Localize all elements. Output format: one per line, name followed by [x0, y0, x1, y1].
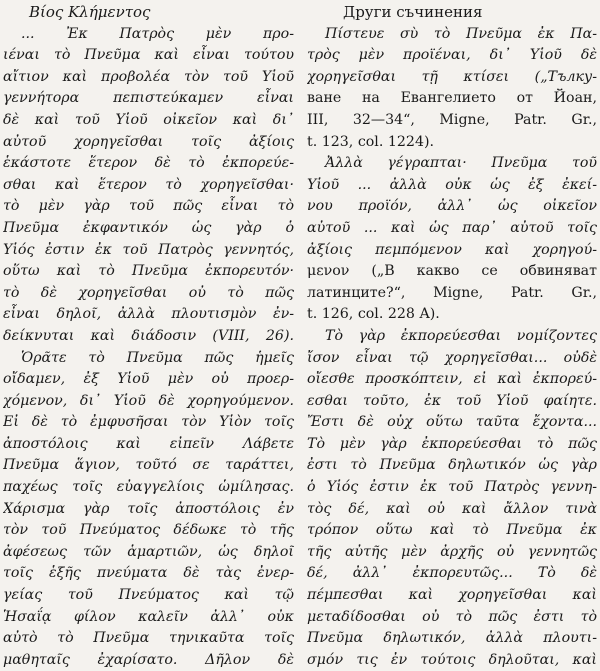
text-line: Υἱός ἐστιν ἐκ τοῦ Πατρὸς γεννητός,	[3, 241, 294, 258]
text-line: τὸς δέ, καὶ οὐ καὶ ἄλλον τινὰ	[307, 500, 597, 517]
text-line: Υἱοῦ ... ἀλλὰ οὐκ ὡς ἐξ ἐκεί-	[307, 176, 597, 193]
text-line: σθαι καὶ ἕτερον τὸ χορηγεῖσθαι·	[3, 176, 294, 193]
text-line: III, 32—34“, Migne, Patr. Gr.,	[307, 111, 597, 128]
text-line: δέ, ἀλλ᾿ ἐκπορευτῶς... Τὸ δὲ	[307, 565, 597, 582]
text-line: οἴεσθε προσκόπτειν, εἰ καὶ ἐκπορεύ-	[307, 371, 597, 388]
text-line: ἴσον εἶναι τῷ χορηγεῖσθαι... οὐδὲ	[307, 349, 597, 366]
text-line: τὸ μὲν γὰρ τοῦ πῶς εἶναι τὸ	[3, 198, 294, 215]
left-column-heading: Βίος Κλήμεντος	[29, 3, 151, 21]
text-line: τρόπον οὕτω καὶ τὸ Πνεῦμα ἐκ	[307, 522, 597, 539]
text-line: τὸ δὲ χορηγεῖσθαι οὐ τὸ πῶς	[3, 284, 294, 301]
text-line: σμόν τις ἐν τούτοις δηλοῦται, καὶ	[307, 651, 597, 668]
text-line: αἴτιον καὶ προβολέα τὸν τοῦ Υἱοῦ	[3, 68, 294, 85]
text-line: Χάρισμα γὰρ τοῖς ἀποστόλοις ἐν	[3, 500, 294, 517]
text-line: δείκνυται καὶ διάδοσιν (VIII, 26).	[3, 327, 294, 344]
column-divider	[300, 0, 301, 636]
left-column	[3, 2, 294, 671]
text-line: εἶναι δηλοῖ, ἀλλὰ πλουτισμὸν ἐν-	[3, 306, 294, 323]
text-line: οἴδαμεν, ἐξ Υἱοῦ μὲν οὐ προερ-	[3, 371, 294, 388]
text-line: πέμπεσθαι καὶ χορηγεῖσθαι καὶ	[307, 587, 597, 604]
text-line: γεννήτορα πεπιστεύκαμεν εἶναι	[3, 90, 294, 107]
text-line: τοῖς ἑξῆς πνεύματα δὲ τὰς ἐνερ-	[3, 565, 294, 582]
text-line: εσθαι τοῦτο, ἐκ τοῦ Υἱοῦ φαίητε.	[307, 392, 597, 409]
text-line: οὕτω καὶ τὸ Πνεῦμα ἐκπορευτόν·	[3, 263, 294, 280]
text-line: αὐτὸ τὸ Πνεῦμα τηνικαῦτα τοῖς	[3, 630, 294, 647]
text-line: μεταδίδοσθαι οὐ τὸ πῶς ἐστι τὸ	[307, 608, 597, 625]
text-line: Ἔστι δὲ οὐχ οὕτω ταῦτα ἔχοντα...	[307, 414, 597, 431]
text-line: Εἰ δὲ τὸ ἐμφυσῆσαι τὸν Υἱὸν τοῖς	[3, 414, 294, 431]
text-line: Πνεῦμα ἅγιον, τοῦτό σε ταράττει,	[3, 457, 294, 474]
text-line: παχέως τοῖς εὐαγγελίοις ὡμίλησας.	[3, 479, 294, 496]
text-line: μαθηταῖς ἐχαρίσατο. Δῆλον δὲ	[3, 651, 294, 668]
text-line: μενον („В какво се обвиняват	[307, 263, 597, 280]
text-line: ὁ Υἱός ἐστιν ἐκ τοῦ Πατρὸς γεννη-	[307, 479, 597, 496]
text-line: τὸν τοῦ Πνεύματος δέδωκε τὸ τῆς	[3, 522, 294, 539]
text-line: ване на Евангелието от Йоан,	[307, 90, 597, 107]
text-line: τρὸς μὲν προϊέναι, δι᾿ Υἱοῦ δὲ	[307, 47, 597, 64]
text-line: ιέναι τὸ Πνεῦμα καὶ εἶναι τούτου	[3, 47, 294, 64]
text-line: Ὁρᾶτε τὸ Πνεῦμα πῶς ἡμεῖς	[21, 349, 294, 366]
text-line: Τὸ γὰρ ἐκπορεύεσθαι νομίζοντες	[325, 327, 597, 344]
right-column	[307, 2, 597, 671]
text-line: ἀποστόλοις καὶ εἰπεῖν Λάβετε	[3, 435, 294, 452]
text-line: δὲ καὶ τοῦ Υἱοῦ οἰκεῖον καὶ δι᾿	[3, 111, 294, 128]
text-line: τῆς αὐτῆς μὲν ἀρχῆς οὐ γεννητῶς	[307, 543, 597, 560]
text-line: νου προϊόν, ἀλλ᾿ ὡς οἰκεῖον	[307, 198, 597, 215]
text-line: латинците?“, Migne, Patr. Gr.,	[307, 284, 597, 301]
text-line: αὐτοῦ ... καὶ ὡς παρ᾿ αὐτοῦ τοῖς	[307, 219, 597, 236]
text-line: Ἀλλὰ γέγραπται· Πνεῦμα τοῦ	[325, 155, 597, 172]
text-line: ἀξίοις πεμπόμενον καὶ χορηγού-	[307, 241, 597, 258]
text-line: Πνεῦμα ἐκφαντικόν ὡς γὰρ ὁ	[3, 219, 294, 236]
text-line: γείας τοῦ Πνεύματος καὶ τῷ	[3, 587, 294, 604]
text-line: t. 126, col. 228 A).	[307, 306, 440, 323]
text-line: Τὸ μὲν γὰρ ἐκπορεύεσθαι τὸ πῶς	[307, 435, 597, 452]
text-line: ... Ἐκ Πατρὸς μὲν προ-	[21, 25, 294, 42]
right-column-heading: Други съчинения	[343, 3, 483, 21]
text-line: t. 123, col. 1224).	[307, 133, 435, 150]
text-line: ἑκάστοτε ἕτερον δὲ τὸ ἐκπορεύε-	[3, 155, 294, 172]
text-line: Πνεῦμα δηλωτικόν, ἀλλὰ πλουτι-	[307, 630, 597, 647]
text-line: αὐτοῦ χορηγεῖσθαι τοῖς ἀξίοις	[3, 133, 294, 150]
text-line: χόμενον, δι᾿ Υἱοῦ δὲ χορηγούμενον.	[3, 392, 294, 409]
text-line: ἀφέσεως τῶν ἁμαρτιῶν, ὡς δηλοῖ	[3, 543, 294, 560]
text-line: ἐστι τὸ Πνεῦμα δηλωτικόν ὡς γὰρ	[307, 457, 597, 474]
text-line: Πίστευε σὺ τὸ Πνεῦμα ἐκ Πα-	[325, 25, 597, 42]
text-line: Ἡσαΐᾳ φίλον καλεῖν ἀλλ᾿ οὐκ	[3, 608, 294, 625]
text-line: χορηγεῖσθαι τῇ κτίσει („Тълку-	[307, 68, 597, 85]
